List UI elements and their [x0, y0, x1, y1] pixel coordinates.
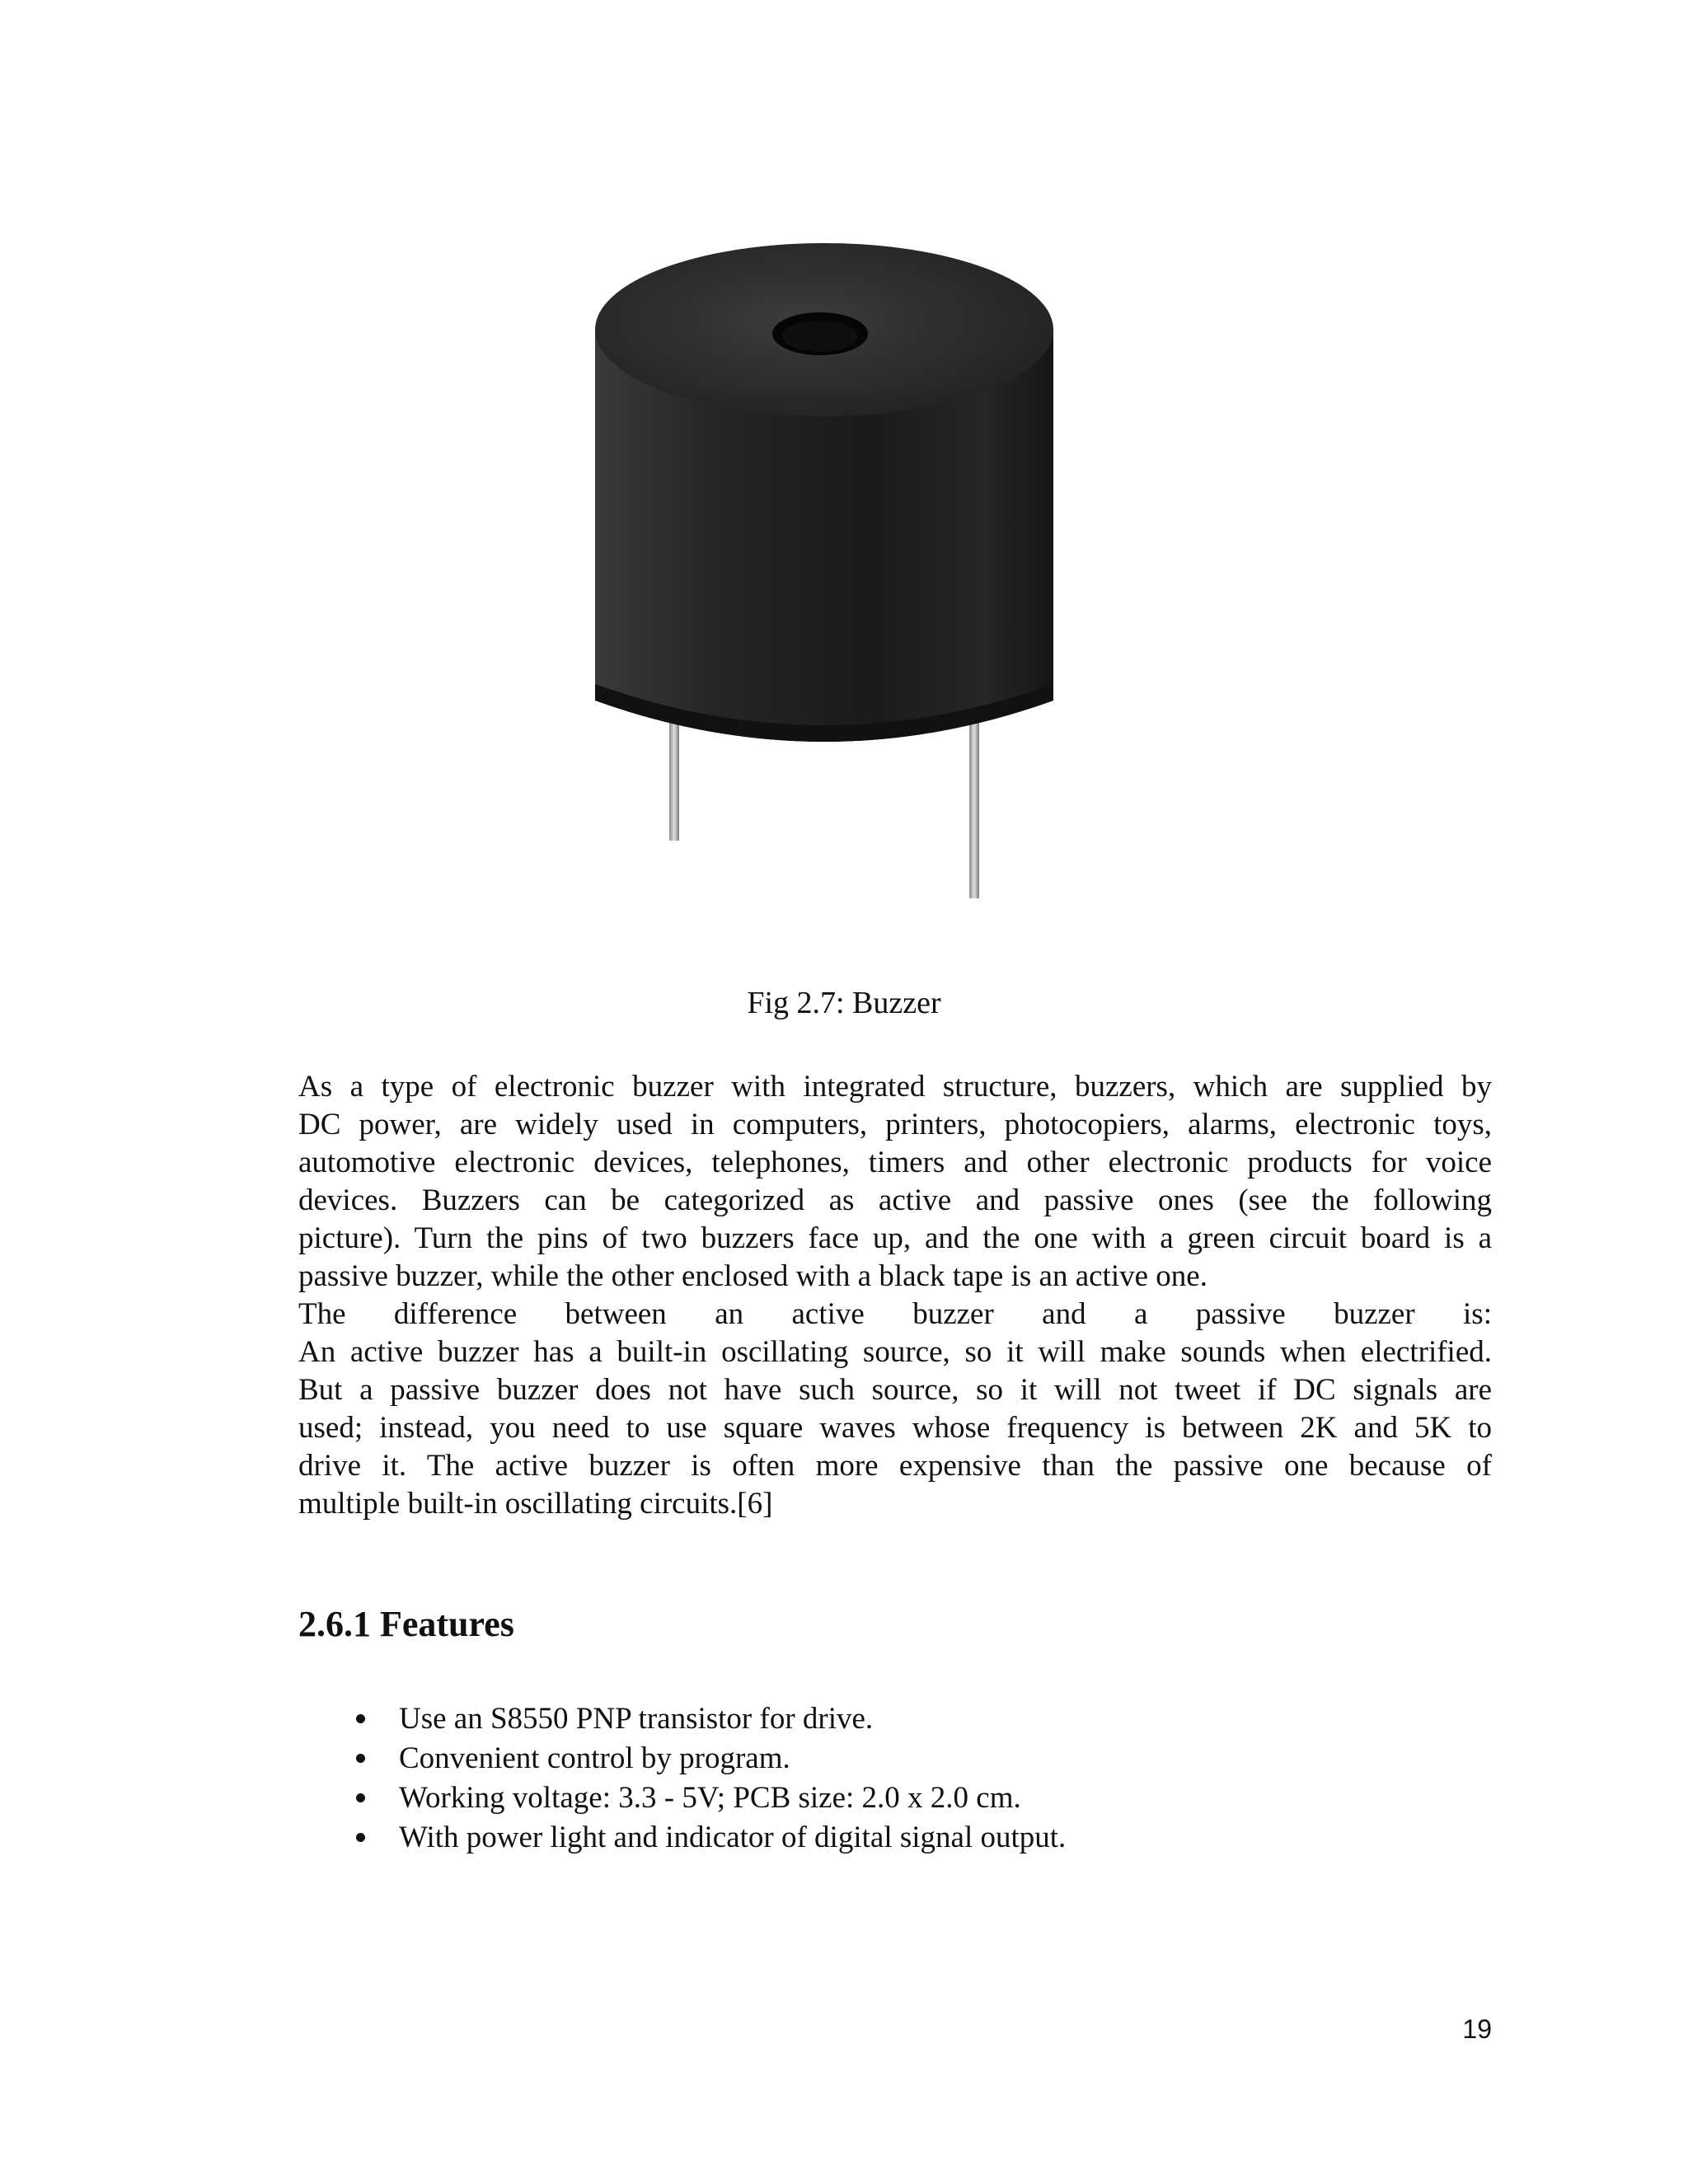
- figure-caption: Fig 2.7: Buzzer: [747, 986, 941, 1020]
- section-heading: 2.6.1 Features: [298, 1604, 514, 1644]
- bullet-icon: [356, 1714, 365, 1723]
- body-line: An active buzzer has a built-in oscillating source, so it will make sounds when electrified.: [298, 1335, 1492, 1369]
- bullet-icon: [356, 1754, 365, 1763]
- list-item: [340, 1699, 1066, 1739]
- bullet-icon: [356, 1793, 365, 1802]
- body-paragraph: [298, 1068, 1492, 1523]
- pin-right: [969, 701, 979, 898]
- list-item: [340, 1779, 1066, 1818]
- body-line: passive buzzer, while the other enclosed with a black tape is an active one.: [298, 1259, 1207, 1293]
- list-item-text: Convenient control by program.: [399, 1741, 790, 1775]
- bullet-icon: [356, 1833, 365, 1842]
- body-line: used; instead, you need to use square waves whose frequency is between 2K and 5K to: [298, 1411, 1492, 1445]
- list-item: [340, 1739, 1066, 1779]
- body-line: automotive electronic devices, telephones, timers and other electronic products for voice: [298, 1146, 1492, 1179]
- body-line: picture). Turn the pins of two buzzers face up, and the one with a green circuit board is a: [298, 1221, 1492, 1255]
- list-item-text: With power light and indicator of digital signal output.: [399, 1821, 1067, 1854]
- body-line: DC power, are widely used in computers, printers, photocopiers, alarms, electronic toys,: [298, 1108, 1492, 1141]
- features-list: [340, 1699, 1066, 1858]
- list-item-text: Use an S8550 PNP transistor for drive.: [399, 1702, 874, 1736]
- list-item: [340, 1818, 1066, 1858]
- body-line: drive it. The active buzzer is often more expensive than the passive one because of: [298, 1449, 1492, 1483]
- page-number: 19: [1462, 2014, 1492, 2044]
- body-line: As a type of electronic buzzer with integrated structure, buzzers, which are supplied by: [298, 1070, 1492, 1104]
- body-line: multiple built-in oscillating circuits.[6]: [298, 1487, 773, 1521]
- body-line: devices. Buzzers can be categorized as active and passive ones (see the following: [298, 1183, 1492, 1217]
- body-line: The difference between an active buzzer and a passive buzzer is:: [298, 1297, 1492, 1331]
- body-line: But a passive buzzer does not have such source, so it will not tweet if DC signals are: [298, 1373, 1492, 1407]
- buzzer-image: [569, 239, 1080, 931]
- list-item-text: Working voltage: 3.3 - 5V; PCB size: 2.0 x 2.0 cm.: [399, 1781, 1021, 1815]
